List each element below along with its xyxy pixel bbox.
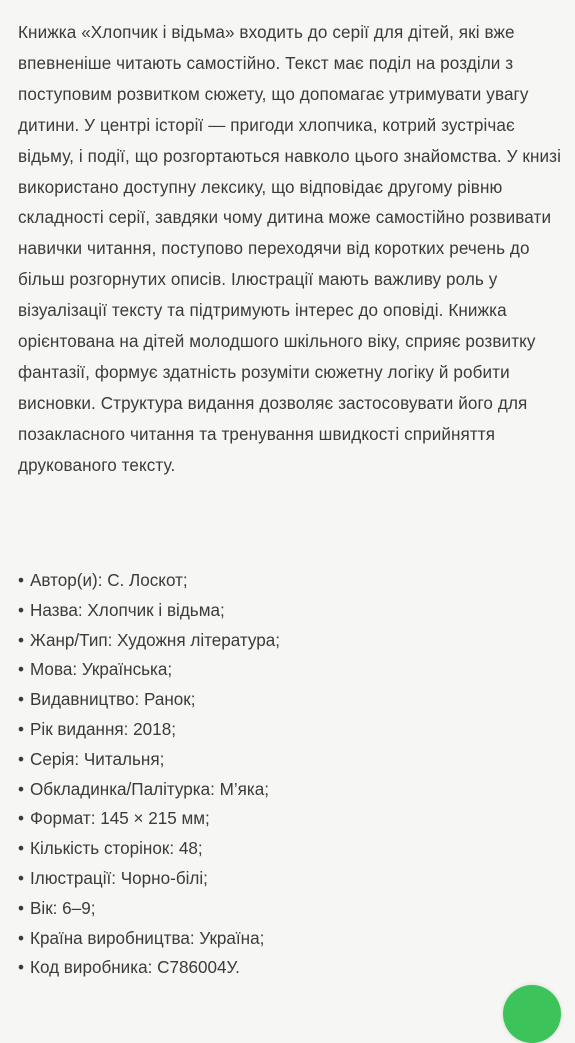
- spec-item-format: [18, 804, 280, 834]
- spec-list: [18, 566, 280, 983]
- bullet-marker: •: [18, 779, 24, 799]
- spec-item-series: [18, 745, 280, 775]
- bullet-marker: •: [18, 868, 24, 888]
- spec-text: Країна виробництва: Україна;: [30, 928, 265, 948]
- chat-fab-button[interactable]: [503, 985, 561, 1043]
- bullet-marker: •: [18, 600, 24, 620]
- spec-item-pages: [18, 834, 280, 864]
- spec-text: Кількість сторінок: 48;: [30, 839, 203, 859]
- bullet-marker: •: [18, 928, 24, 948]
- spec-text: Назва: Хлопчик і відьма;: [30, 600, 225, 620]
- spec-text: Код виробника: С786004У.: [30, 958, 240, 978]
- spec-item-genre: [18, 626, 280, 656]
- spec-item-country: [18, 924, 280, 954]
- spec-text: Вік: 6–9;: [30, 898, 96, 918]
- spec-text: Рік видання: 2018;: [30, 719, 176, 739]
- spec-text: Серія: Читальня;: [30, 749, 165, 769]
- spec-text: Ілюстрації: Чорно-білі;: [30, 868, 208, 888]
- spec-item-illustrations: [18, 864, 280, 894]
- bullet-marker: •: [18, 630, 24, 650]
- spec-text: Видавництво: Ранок;: [30, 690, 196, 710]
- spec-text: Формат: 145 × 215 мм;: [30, 809, 210, 829]
- spec-item-title: [18, 596, 280, 626]
- product-description-panel: [18, 18, 566, 978]
- bullet-marker: •: [18, 749, 24, 769]
- bullet-marker: •: [18, 958, 24, 978]
- spec-item-language: [18, 655, 280, 685]
- bullet-marker: •: [18, 719, 24, 739]
- spec-item-author: [18, 566, 280, 596]
- spec-text: Обкладинка/Палітурка: М’яка;: [30, 779, 270, 799]
- bullet-marker: •: [18, 809, 24, 829]
- bullet-marker: •: [18, 660, 24, 680]
- bullet-marker: •: [18, 839, 24, 859]
- spec-item-age: [18, 894, 280, 924]
- spec-item-publisher: [18, 685, 280, 715]
- spec-item-code: [18, 953, 280, 983]
- spec-text: Мова: Українська;: [30, 660, 173, 680]
- bullet-marker: •: [18, 571, 24, 590]
- bullet-marker: •: [18, 898, 24, 918]
- bullet-marker: •: [18, 690, 24, 710]
- spec-item-cover: [18, 775, 280, 805]
- spec-text: Автор(и): С. Лоскот;: [30, 571, 188, 590]
- description-text: Книжка «Хлопчик і відьма» входить до серії для дітей, які вже впевненіше читають самостійно. Текст має поділ на розділи з поступовим розвитком сюжету, що допомагає утримувати увагу дитини. У центрі історії — пригоди хлопчика, котрий зустрічає відьму, і події, що розгортаються навколо цього знайомства. У книзі використано доступну лексику, що відповідає другому рівню складності серії, завдяки чому дитина може самостійно розвивати навички читання, поступово переходячи від коротких речень до більш розгорнутих описів. Ілюстрації мають важливу роль у візуалізації тексту та підтримують інтерес до оповіді. Книжка орієнтована на дітей молодшого шкільного віку, сприяє розвитку фантазії, формує здатність розуміти сюжетну логіку й робити висновки. Структура видання дозволяє застосовувати його для позакласного читання та тренування швидкості сприйняття друкованого тексту.: [18, 23, 561, 475]
- spec-item-year: [18, 715, 280, 745]
- spec-text: Жанр/Тип: Художня література;: [30, 630, 281, 650]
